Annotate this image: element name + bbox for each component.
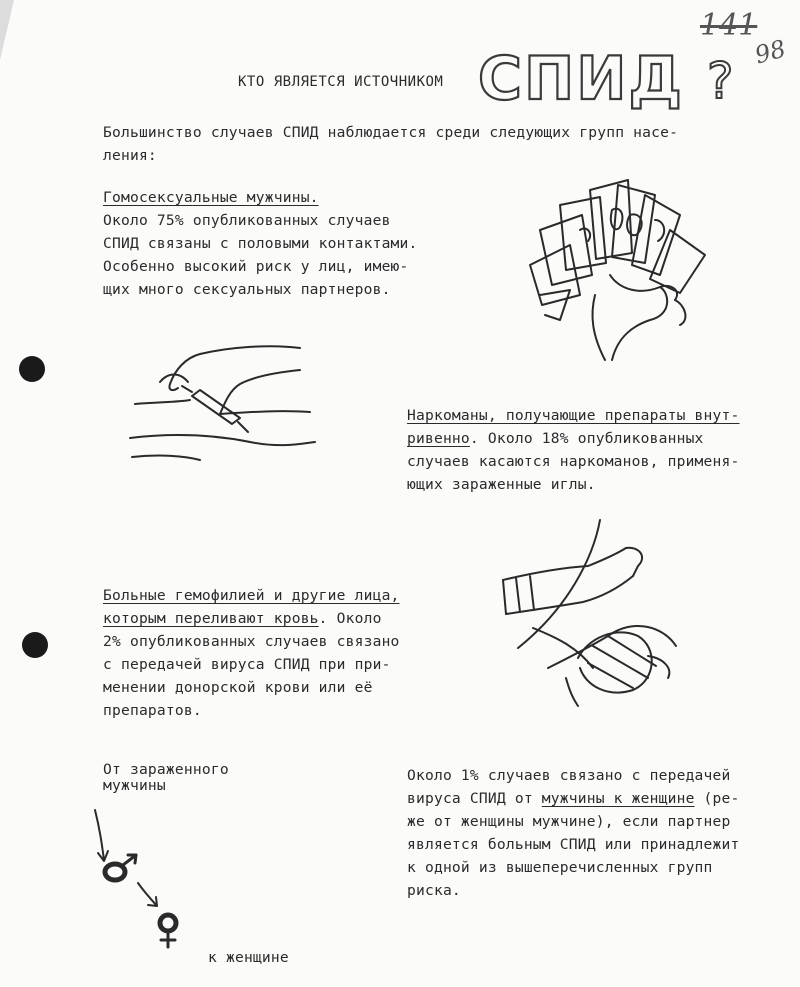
- section-text: менении донорской крови или её: [103, 679, 373, 696]
- section-text: к одной из вышеперечисленных групп: [407, 859, 713, 876]
- section-text: Особенно высокий риск у лиц, имею-: [103, 258, 409, 275]
- diagram-label-to: к женщине: [208, 949, 289, 966]
- section-heading-heterosexual: мужчины к женщине: [541, 790, 695, 807]
- intro-line: Большинство случаев СПИД наблюдается среди следующих групп насе-: [103, 124, 679, 141]
- section-text: является больным СПИД или принадлежит: [407, 836, 740, 853]
- handwritten-page-number: 141: [700, 8, 758, 43]
- section-line: [103, 607, 382, 630]
- title-prefix: КТО ЯВЛЯЕТСЯ ИСТОЧНИКОМ: [238, 74, 444, 90]
- section-text: с передачей вируса СПИД при при-: [103, 656, 391, 673]
- section-line: [407, 427, 704, 450]
- title-question-mark: ?: [707, 52, 734, 110]
- diagram-label-from: От зараженного: [103, 761, 229, 778]
- male-to-female-diagram: [90, 805, 210, 955]
- section-text: 2% опубликованных случаев связано: [103, 633, 400, 650]
- punch-hole: [19, 356, 45, 382]
- section-text: же от женщины мужчине), если партнер: [407, 813, 731, 830]
- syringe-illustration: [130, 342, 320, 462]
- section-text: щих много сексуальных партнеров.: [103, 281, 391, 298]
- section-text: Около 1% случаев связано с передачей: [407, 767, 731, 784]
- transfusion-illustration: [498, 518, 698, 708]
- section-heading-hemophilia-cont: которым переливают кровь: [103, 610, 319, 627]
- photo-cards-illustration: [520, 175, 720, 365]
- section-text: случаев касаются наркоманов, применя-: [407, 453, 740, 470]
- section-heading-homosexual: Гомосексуальные мужчины.: [103, 189, 319, 206]
- diagram-label-from: мужчины: [103, 777, 166, 794]
- punch-hole: [22, 632, 48, 658]
- section-heading-drug-users-cont: ривенно: [407, 430, 470, 447]
- section-text: риска.: [407, 882, 461, 899]
- section-line: [407, 787, 740, 810]
- intro-line: ления:: [103, 147, 157, 164]
- section-heading-hemophilia: Больные гемофилией и другие лица,: [103, 587, 400, 604]
- section-text: препаратов.: [103, 702, 202, 719]
- title-aids: СПИД: [478, 44, 684, 114]
- section-text: . Около 18% опубликованных: [469, 430, 704, 447]
- section-text: . Около: [318, 610, 382, 627]
- section-heading-drug-users: Наркоманы, получающие препараты внут-: [407, 407, 740, 424]
- section-text: СПИД связаны с половыми контактами.: [103, 235, 418, 252]
- section-text: Около 75% опубликованных случаев: [103, 212, 391, 229]
- section-text: (ре-: [694, 790, 740, 807]
- section-text: вируса СПИД от: [407, 790, 542, 807]
- section-text: ющих зараженные иглы.: [407, 476, 596, 493]
- handwritten-secondary-number: 98: [751, 34, 789, 70]
